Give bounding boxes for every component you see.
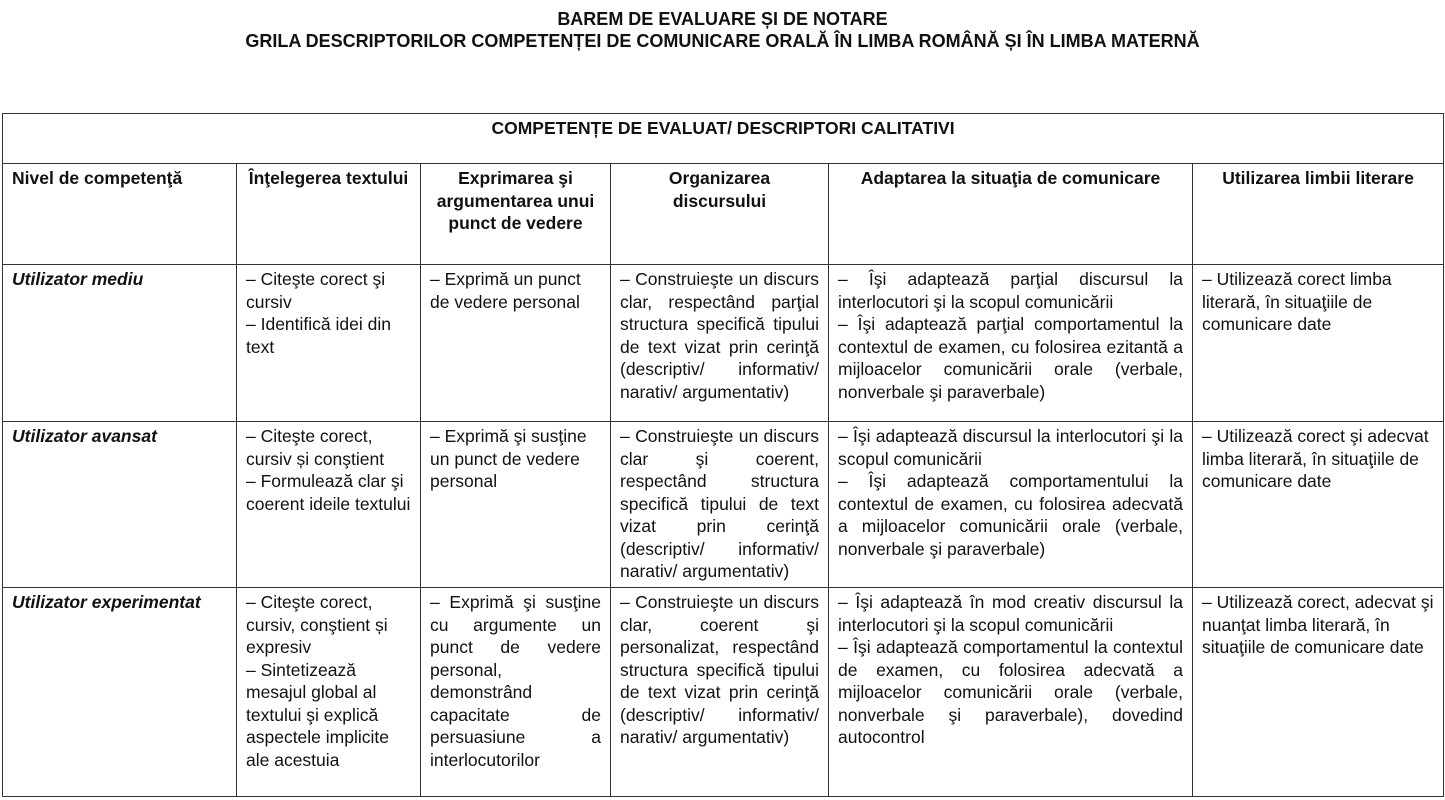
document-header (0, 8, 1445, 52)
expression-cell (421, 588, 611, 797)
descriptor-grid-table (2, 113, 1444, 797)
document-subtitle: GRILA DESCRIPTORILOR COMPETENȚEI DE COMUNICARE ORALĂ ÎN LIMBA ROMÂNĂ ȘI ÎN LIMBA MATERNĂ (245, 31, 1200, 51)
descriptor-line: – Îşi adaptează parţial discursul la interlocutori şi la scopul comunicării (838, 269, 1183, 312)
literary-language-cell (1193, 588, 1444, 797)
descriptor-line: – Construieşte un discurs clar şi coerent, respectând structura specifică tipului de text vizat prin cerinţă (descriptiv/ informativ/ narativ/ argumentativ) (620, 426, 819, 581)
descriptor-line: – Îşi adaptează comportamentului la contextul de examen, cu folosirea adecvată a mijloacelor comunicării orale (verbale, nonverbale şi paraverbale) (838, 471, 1183, 559)
understanding-cell (237, 422, 421, 588)
header-literary-language: Utilizarea limbii literare (1193, 164, 1444, 265)
header-understanding: Înţelegerea textului (237, 164, 421, 265)
descriptor-line: – Utilizează corect, adecvat şi nuanţat limba literară, în situaţiile de comunicare date (1202, 592, 1434, 657)
descriptor-line: – Construieşte un discurs clar, coerent şi personalizat, respectând structura specifică tipului de text vizat prin cerinţă (descriptiv/ informativ/ narativ/ argumentativ) (620, 592, 819, 747)
descriptor-line: – Utilizează corect şi adecvat limba literară, în situaţiile de comunicare date (1202, 426, 1429, 491)
header-level: Nivel de competenţă (3, 164, 237, 265)
descriptor-line: – Citeşte corect, cursiv și conştient (246, 426, 385, 469)
descriptor-line: – Îşi adaptează discursul la interlocutori şi la scopul comunicării (838, 426, 1183, 469)
adaptation-cell (829, 422, 1193, 588)
descriptor-line: – Exprimă un punct de vedere personal (430, 269, 581, 312)
table-row (3, 422, 1444, 588)
header-organization: Organizarea discursului (611, 164, 829, 265)
understanding-cell (237, 588, 421, 797)
level-cell: Utilizator mediu (3, 265, 237, 422)
table-banner: COMPETENȚE DE EVALUAT/ DESCRIPTORI CALITATIVI (3, 114, 1444, 164)
literary-language-cell (1193, 265, 1444, 422)
table-header-row (3, 164, 1444, 265)
organization-cell (611, 588, 829, 797)
expression-cell (421, 265, 611, 422)
descriptor-line: – Citeşte corect şi cursiv (246, 269, 386, 312)
organization-cell (611, 265, 829, 422)
header-expression: Exprimarea şi argumentarea unui punct de vedere (421, 164, 611, 265)
descriptor-line: – Îşi adaptează parţial comportamentul la contextul de examen, cu folosirea ezitantă a mijloacelor comunicării orale (verbale, nonverbale şi paraverbale) (838, 314, 1183, 402)
understanding-cell (237, 265, 421, 422)
descriptor-line: – Construieşte un discurs clar, respectând parţial structura specifică tipului de text vizat prin cerinţă (descriptiv/ informativ/ narativ/ argumentativ) (620, 269, 819, 402)
descriptor-line: – Identifică idei din text (246, 314, 391, 357)
header-adaptation: Adaptarea la situaţia de comunicare (829, 164, 1193, 265)
descriptor-line: – Formulează clar şi coerent ideile textului (246, 471, 411, 514)
descriptor-line: – Utilizează corect limba literară, în situaţiile de comunicare date (1202, 269, 1392, 334)
level-cell: Utilizator experimentat (3, 588, 237, 797)
descriptor-line: – Exprimă şi susţine cu argumente un punct de vedere personal, demonstrând capacitate de persuasiune a interlocutorilor (430, 592, 601, 770)
descriptor-line: – Citeşte corect, cursiv, conştient și expresiv (246, 592, 388, 657)
level-cell: Utilizator avansat (3, 422, 237, 588)
descriptor-line: – Îşi adaptează comportamentul la contextul de examen, cu folosirea adecvată a mijloacelor comunicării orale (verbale, nonverbale şi paraverbale), dovedind autocontrol (838, 637, 1183, 747)
table-row (3, 265, 1444, 422)
descriptor-line: – Sintetizează mesajul global al textului şi explică aspectele implicite ale acestuia (246, 659, 389, 770)
adaptation-cell (829, 588, 1193, 797)
table-banner-row (3, 114, 1444, 164)
descriptor-line: – Exprimă şi susţine un punct de vedere personal (430, 426, 587, 491)
expression-cell (421, 422, 611, 588)
descriptor-line: – Îşi adaptează în mod creativ discursul la interlocutori şi la scopul comunicării (838, 592, 1183, 635)
organization-cell (611, 422, 829, 588)
document-title: BAREM DE EVALUARE ȘI DE NOTARE (557, 9, 888, 29)
adaptation-cell (829, 265, 1193, 422)
literary-language-cell (1193, 422, 1444, 588)
table-row (3, 588, 1444, 797)
